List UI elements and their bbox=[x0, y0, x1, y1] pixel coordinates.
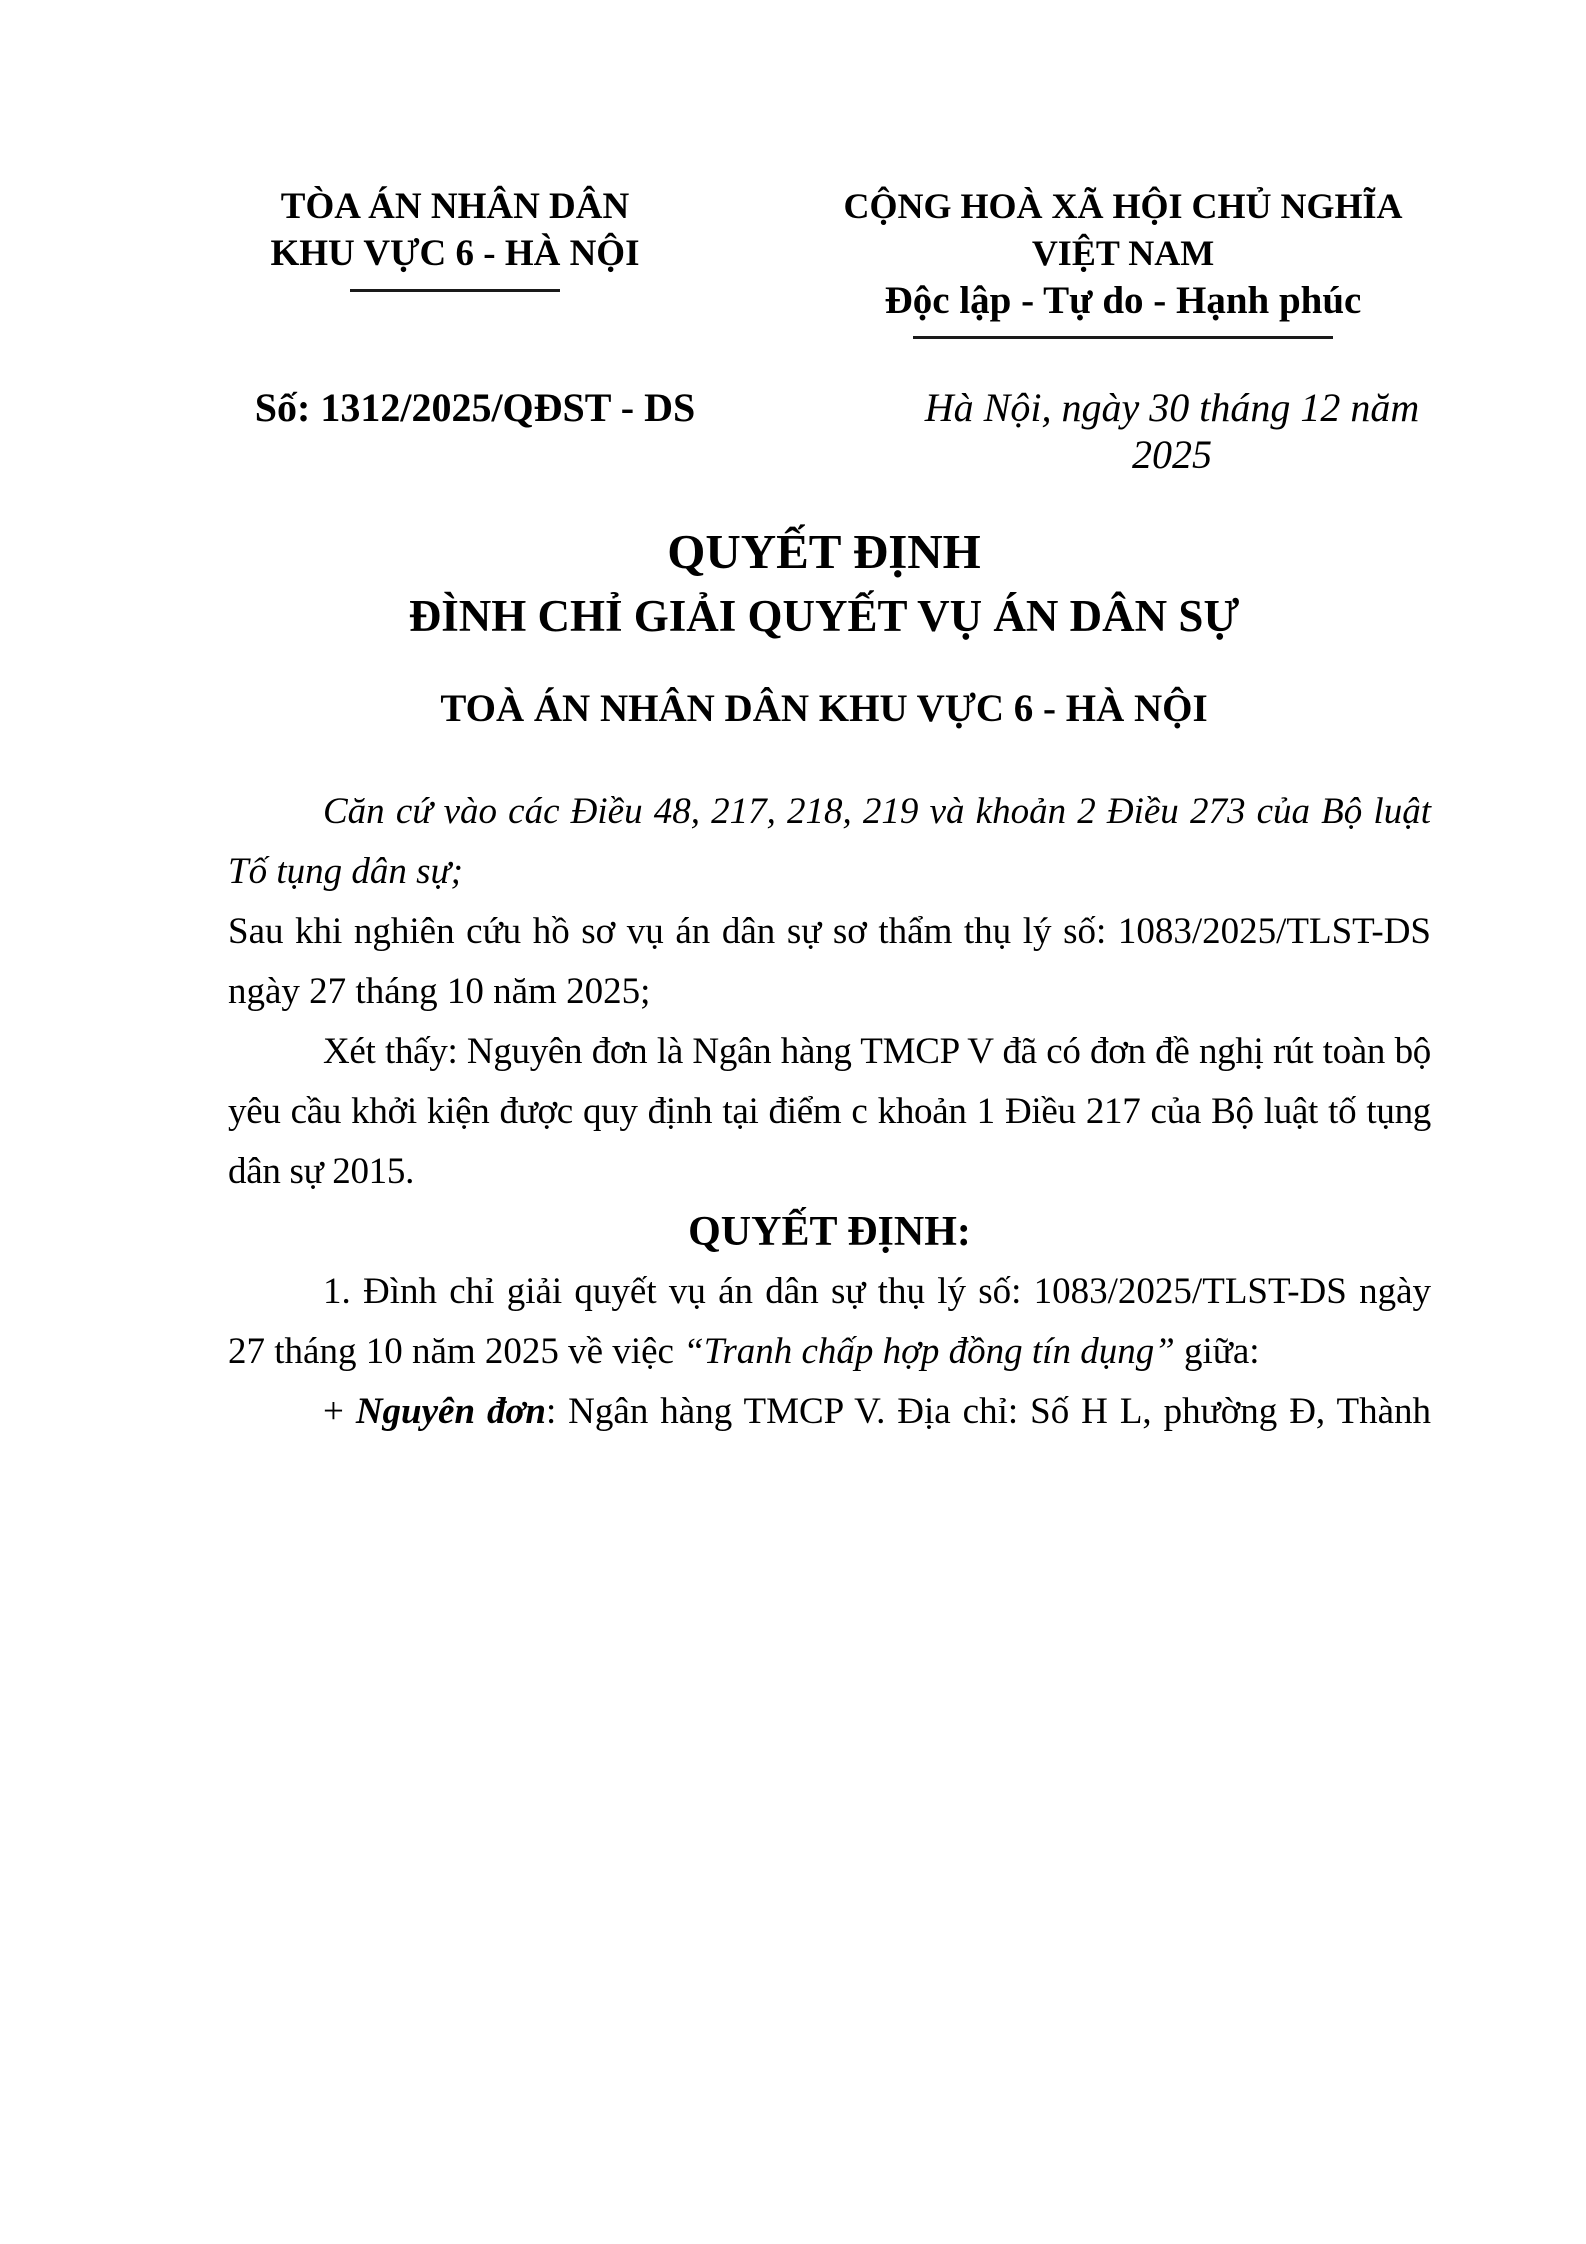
header-right-underline bbox=[913, 336, 1333, 339]
text-run: Xét thấy: Nguyên đơn là Ngân hàng TMCP V đã có đơn đề nghị rút toàn bộ yêu cầu khởi kiện được quy định tại điểm c khoản 1 Điều 217 của Bộ luật tố tụng dân sự 2015. bbox=[228, 1031, 1431, 1192]
place-and-date: Hà Nội, ngày 30 tháng 12 năm 2025 bbox=[924, 385, 1420, 477]
reference-row bbox=[0, 384, 1586, 478]
text-run: Nguyên đơn bbox=[355, 1391, 546, 1432]
text-run: QUYẾT ĐỊNH: bbox=[688, 1209, 971, 1255]
decision-number: Số: 1312/2025/QĐST - DS bbox=[254, 385, 696, 430]
issuing-court-region: KHU VỰC 6 - HÀ NỘI bbox=[270, 233, 640, 274]
national-title: CỘNG HOÀ XÃ HỘI CHỦ NGHĨA VIỆT NAM bbox=[843, 186, 1403, 273]
decision-heading bbox=[228, 1202, 1431, 1262]
national-motto: Độc lập - Tự do - Hạnh phúc bbox=[884, 279, 1362, 322]
legal-basis-paragraph bbox=[228, 782, 1431, 902]
issuing-court-block bbox=[160, 183, 750, 339]
document-body bbox=[228, 782, 1431, 1442]
text-run: : Ngân hàng TMCP V. Địa chỉ: Số H L, phường Đ, Thành bbox=[545, 1391, 1431, 1432]
document-header bbox=[0, 183, 1586, 339]
document-title: QUYẾT ĐỊNH bbox=[667, 524, 981, 579]
plaintiff-paragraph bbox=[228, 1382, 1431, 1442]
text-run: Căn cứ vào các Điều 48, 217, 218, 219 và khoản 2 Điều 273 của Bộ luật Tố tụng dân sự; bbox=[228, 791, 1431, 892]
text-run: giữa: bbox=[1174, 1331, 1260, 1372]
title-block bbox=[228, 526, 1420, 732]
text-run: + bbox=[323, 1391, 356, 1432]
text-run: Sau khi nghiên cứu hồ sơ vụ án dân sự sơ thẩm thụ lý số: 1083/2025/TLST-DS ngày 27 tháng 10 năm 2025; bbox=[228, 911, 1431, 1012]
text-run: “Tranh chấp hợp đồng tín dụng” bbox=[683, 1331, 1175, 1372]
issuing-court-name: TÒA ÁN NHÂN DÂN bbox=[280, 186, 630, 227]
findings-paragraph bbox=[228, 1022, 1431, 1202]
national-motto-block bbox=[750, 183, 1436, 339]
text-run: 1. Đình chỉ giải quyết vụ án dân sự thụ lý số: 1083/2025/TLST-DS ngày 27 tháng 10 năm 2025 về việc bbox=[228, 1271, 1431, 1372]
case-file-paragraph bbox=[228, 902, 1431, 1022]
header-left-underline bbox=[350, 289, 560, 292]
decision-item-1-paragraph bbox=[228, 1262, 1431, 1382]
document-subtitle: ĐÌNH CHỈ GIẢI QUYẾT VỤ ÁN DÂN SỰ bbox=[408, 591, 1240, 641]
court-name-heading: TOÀ ÁN NHÂN DÂN KHU VỰC 6 - HÀ NỘI bbox=[440, 687, 1208, 730]
